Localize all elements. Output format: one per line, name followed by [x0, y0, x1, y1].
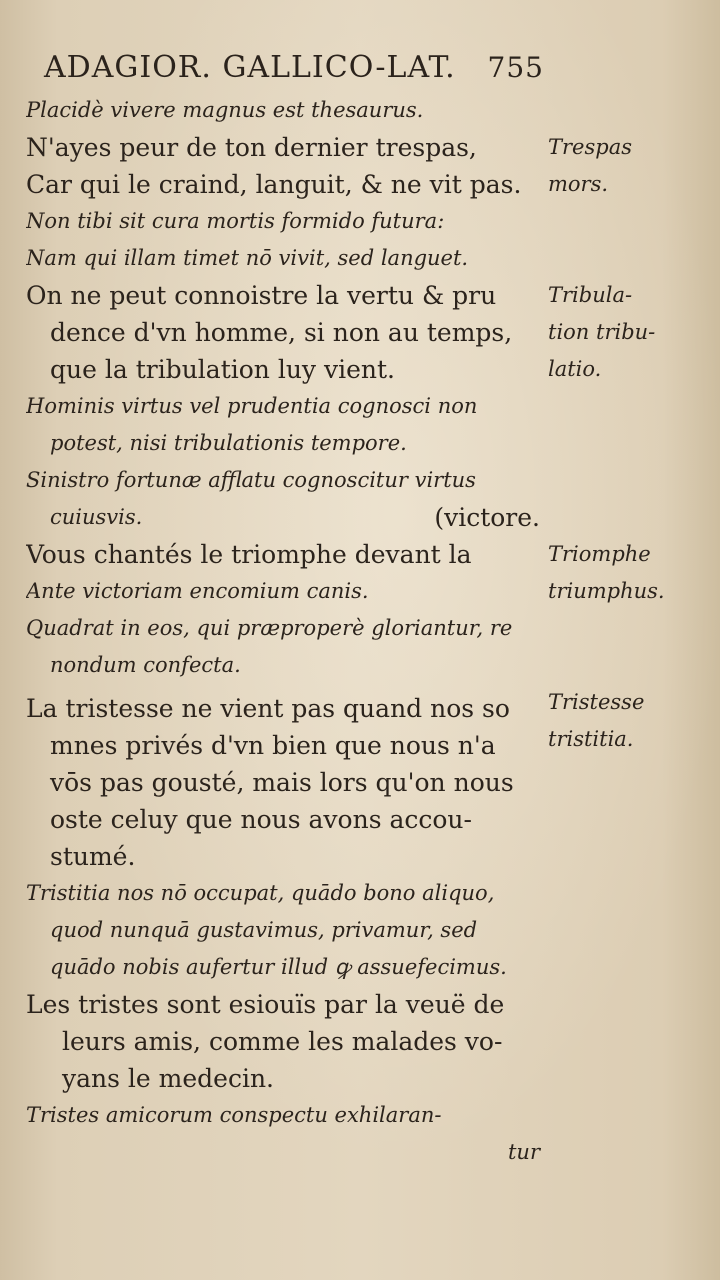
french-line: mnes privés d'vn bien que nous n'a [50, 731, 496, 760]
running-title: ADAGIOR. GALLICO-LAT. [44, 50, 456, 85]
latin-line: Placidè vivere magnus est thesaurus. [26, 98, 424, 122]
french-line: leurs amis, comme les malades vo- [62, 1027, 503, 1056]
catchword: tur [507, 1140, 540, 1164]
margin-note-line: Trespas [548, 135, 632, 159]
latin-line: potest, nisi tribulationis tempore. [50, 431, 407, 455]
latin-fragment: cuiusvis. [50, 505, 143, 529]
french-line: yans le medecin. [62, 1064, 274, 1093]
page-number: 755 [487, 51, 544, 84]
margin-note-line: latio. [548, 357, 602, 381]
latin-line: Nam qui illam timet nō vivit, sed languet. [26, 246, 469, 270]
margin-note-line: triumphus. [548, 579, 665, 603]
french-line: dence d'vn homme, si non au temps, [50, 318, 513, 347]
margin-note-line: Triomphe [548, 542, 651, 566]
margin-note-line: tristitia. [548, 727, 634, 751]
french-line: Vous chantés le triomphe devant la [26, 540, 472, 569]
french-fragment: (victore. [434, 503, 540, 532]
margin-note-line: Tribula- [548, 283, 633, 307]
latin-line: Quadrat in eos, qui præproperè gloriantur, re [26, 616, 513, 640]
margin-note-line: tion tribu- [548, 320, 656, 344]
french-line: stumé. [50, 842, 136, 871]
latin-line: Tristes amicorum conspectu exhilaran- [26, 1103, 442, 1127]
page-header [44, 48, 544, 88]
margin-note-line: Tristesse [548, 690, 645, 714]
margin-note-tristesse [548, 684, 713, 758]
latin-line: Sinistro fortunæ afflatu cognoscitur virtus [26, 468, 476, 492]
french-line: oste celuy que nous avons accou- [50, 805, 472, 834]
margin-note-triomphe [548, 536, 713, 610]
french-line: que la tribulation luy vient. [50, 355, 396, 384]
french-line: Car qui le craind, languit, & ne vit pas. [26, 170, 522, 199]
latin-line: Ante victoriam encomium canis. [26, 579, 369, 603]
split-line [26, 499, 546, 536]
margin-note-line: mors. [548, 172, 609, 196]
french-line: Les tristes sont esiouïs par la veuë de [26, 990, 505, 1019]
latin-line: Tristitia nos nō occupat, quādo bono aliquo, [26, 881, 495, 905]
latin-line: quod nunquā gustavimus, privamur, sed [50, 918, 478, 942]
latin-line: Hominis virtus vel prudentia cognosci non [26, 394, 478, 418]
main-text-column [26, 92, 546, 1171]
french-line: On ne peut connoistre la vertu & pru [26, 281, 497, 310]
french-line: N'ayes peur de ton dernier trespas, [26, 133, 477, 162]
margin-note-trespas [548, 129, 713, 203]
latin-line: quādo nobis aufertur illud ꝙ assuefecimus. [50, 955, 507, 979]
latin-line: nondum confecta. [50, 653, 241, 677]
french-line: vōs pas gousté, mais lors qu'on nous [50, 768, 514, 797]
french-line: La tristesse ne vient pas quand nos so [26, 694, 510, 723]
latin-line: Non tibi sit cura mortis formido futura: [26, 209, 445, 233]
margin-note-tribulation [548, 277, 713, 388]
